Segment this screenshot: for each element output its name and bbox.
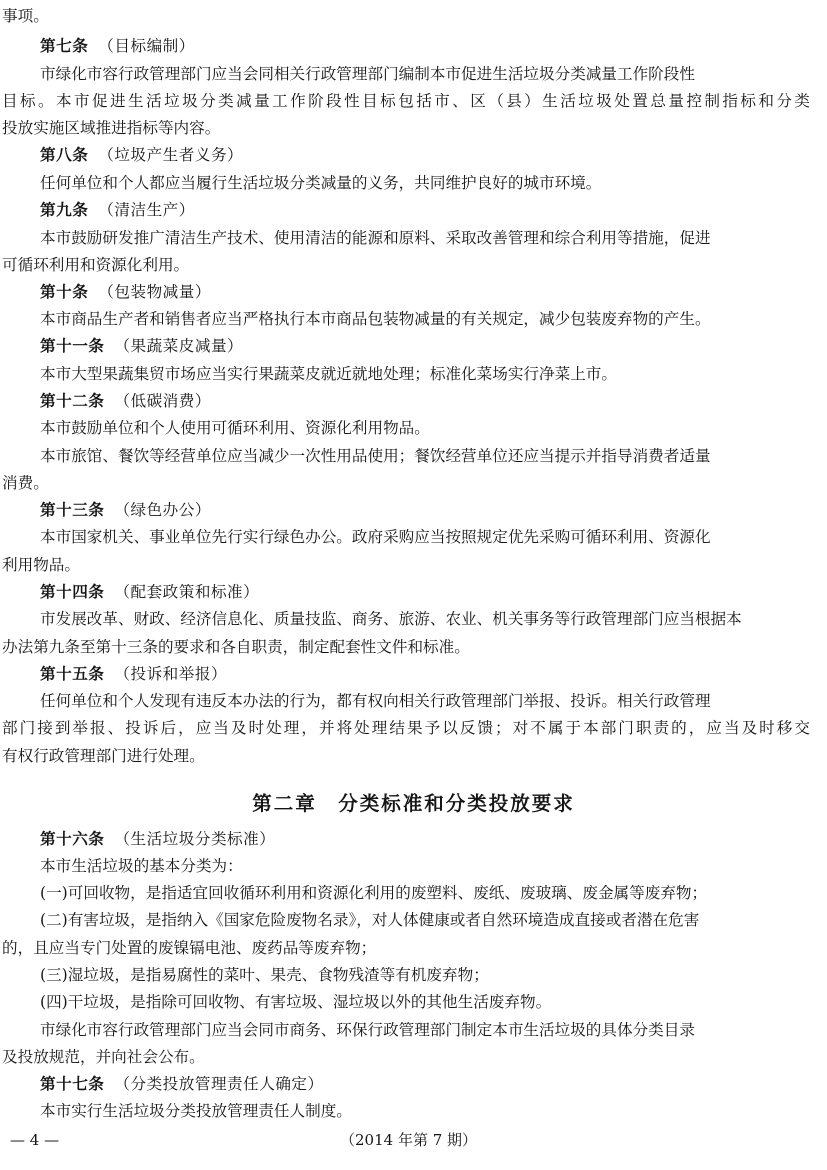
text-line: 本市国家机关、事业单位先行实行绿色办公。政府采购应当按照规定优先采购可循环利用、资源化	[40, 528, 711, 546]
article-heading: 第十三条 （绿色办公）	[40, 500, 211, 519]
text-line: 及投放规范，并向社会公布。	[2, 1048, 205, 1066]
text-line: 市发展改革、财政、经济信息化、质量技监、商务、旅游、农业、机关事务等行政管理部门应当根据本	[40, 610, 742, 628]
text-line: 投放实施区域推进指标等内容。	[2, 119, 221, 137]
article-heading: 第十七条 （分类投放管理责任人确定）	[40, 1074, 324, 1093]
article-heading: 第十六条 （生活垃圾分类标准）	[40, 829, 276, 848]
text-line: 任何单位和个人都应当履行生活垃圾分类减量的义务，共同维护良好的城市环境。	[40, 174, 602, 192]
chapter-heading: 第二章 分类标准和分类投放要求	[252, 792, 575, 815]
text-line: 消费。	[2, 474, 49, 492]
list-item: (四)干垃圾，是指除可回收物、有害垃圾、湿垃圾以外的其他生活废弃物。	[40, 993, 552, 1011]
text-line: 本市大型果蔬集贸市场应当实行果蔬菜皮就近就地处理；标准化菜场实行净菜上市。	[40, 365, 617, 383]
text-line: 本市旅馆、餐饮等经营单位应当减少一次性用品使用；餐饮经营单位还应当提示并指导消费者适量	[40, 447, 711, 465]
text-line: 市绿化市容行政管理部门应当会同相关行政管理部门编制本市促进生活垃圾分类减量工作阶段性	[40, 65, 695, 83]
article-heading: 第十五条 （投诉和举报）	[40, 664, 228, 683]
text-line: 利用物品。	[2, 556, 80, 574]
article-heading: 第十一条 （果蔬菜皮减量）	[40, 336, 244, 355]
text-line: 目标。本市促进生活垃圾分类减量工作阶段性目标包括市、区（县）生活垃圾处置总量控制指标和分类	[2, 92, 810, 110]
article-heading: 第十条 （包装物减量）	[40, 282, 211, 301]
text-line: 有权行政管理部门进行处理。	[2, 747, 205, 765]
issue-label: （2014 年第 7 期）	[340, 1131, 478, 1149]
text-line: 办法第九条至第十三条的要求和各自职责，制定配套性文件和标准。	[2, 638, 470, 656]
list-item: (二)有害垃圾，是指纳入《国家危险废物名录》，对人体健康或者自然环境造成直接或者潜在危害	[40, 911, 700, 929]
text-line: 本市生活垃圾的基本分类为：	[40, 857, 243, 875]
list-item: (三)湿垃圾，是指易腐性的菜叶、果壳、食物残渣等有机废弃物；	[40, 966, 489, 984]
page-number: — 4 —	[10, 1131, 60, 1149]
text-line: 任何单位和个人发现有违反本办法的行为，都有权向相关行政管理部门举报、投诉。相关行政管理	[40, 692, 711, 710]
text-line: 市绿化市容行政管理部门应当会同市商务、环保行政管理部门制定本市生活垃圾的具体分类目录	[40, 1021, 695, 1039]
text-line: 可循环利用和资源化利用。	[2, 256, 190, 274]
text-line: 部门接到举报、投诉后，应当及时处理，并将处理结果予以反馈；对不属于本部门职责的，应当及时移交	[2, 719, 810, 737]
article-heading: 第十二条 （低碳消费）	[40, 391, 211, 410]
list-item: (一)可回收物，是指适宜回收循环利用和资源化利用的废塑料、废纸、废玻璃、废金属等废弃物；	[40, 884, 708, 902]
article-heading: 第七条 （目标编制）	[40, 36, 195, 55]
text-line: 本市鼓励单位和个人使用可循环利用、资源化利用物品。	[40, 419, 430, 437]
text-line: 本市商品生产者和销售者应当严格执行本市商品包装物减量的有关规定，减少包装废弃物的产生。	[40, 310, 711, 328]
article-heading: 第八条 （垃圾产生者义务）	[40, 145, 244, 164]
text-line: 本市实行生活垃圾分类投放管理责任人制度。	[40, 1102, 352, 1120]
article-heading: 第九条 （清洁生产）	[40, 200, 195, 219]
text-line: 事项。	[2, 7, 49, 25]
article-heading: 第十四条 （配套政策和标准）	[40, 582, 260, 601]
text-line: 本市鼓励研发推广清洁生产技术、使用清洁的能源和原料、采取改善管理和综合利用等措施，促进	[40, 229, 711, 247]
text-line: 的，且应当专门处置的废镍镉电池、废药品等废弃物；	[2, 939, 377, 957]
